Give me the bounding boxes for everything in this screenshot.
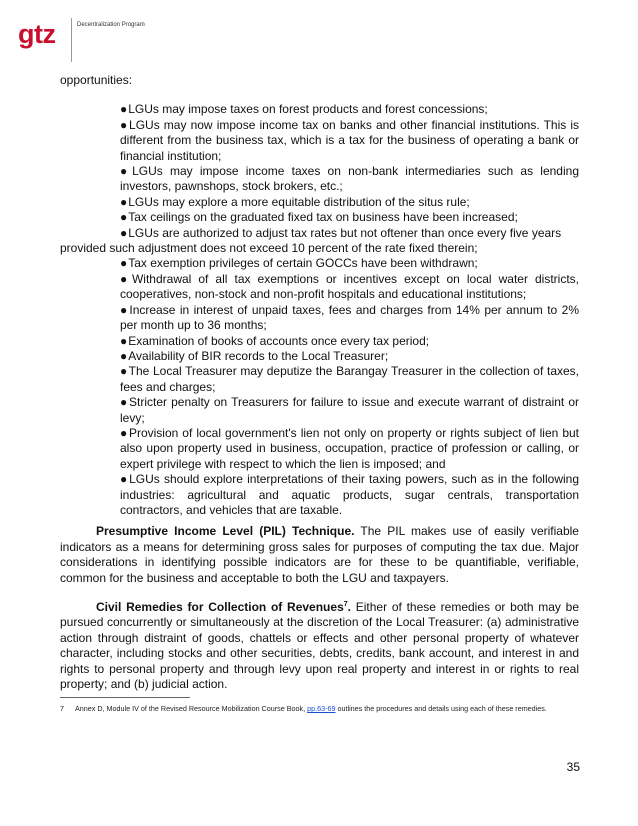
footnote-separator — [60, 697, 190, 698]
bullet-icon: ● — [120, 256, 128, 271]
bullet-item — [120, 164, 579, 195]
bullet-text: LGUs are authorized to adjust tax rates but not oftener than once every five years — [128, 225, 562, 240]
bullet-item — [120, 256, 579, 271]
bullet-item — [120, 195, 579, 210]
footnote-text-before: Annex D, Module IV of the Revised Resource Mobilization Course Book, — [75, 704, 308, 713]
bullet-text: LGUs may now impose income tax on banks and other financial institutions. This is different from the business tax, which is a tax for the business of operating a bank or financial institution; — [120, 117, 580, 163]
bullet-text: Stricter penalty on Treasurers for failure to issue and execute warrant of distraint or levy; — [120, 395, 580, 425]
logo-wordmark: gtz — [18, 19, 56, 49]
bullet-text: Tax ceilings on the graduated fixed tax on business have been increased; — [128, 210, 518, 225]
pil-heading: Presumptive Income Level (PIL) Technique — [96, 524, 352, 539]
footnote-text-after: outlines the procedures and details using each of these remedies. — [335, 704, 547, 713]
bullet-text: Availability of BIR records to the Local Treasurer; — [128, 348, 389, 363]
body-text — [60, 73, 579, 706]
bullet-item — [120, 118, 579, 164]
bullet-icon: ● — [120, 333, 128, 348]
bullet-icon: ● — [120, 364, 128, 379]
bullet-item — [120, 226, 579, 241]
pil-body: The PIL makes use of easily verifiable indicators as a means for determining gross sales for purposes of computing the tax due. Major considerations in identifying possible indicators are for these to be quantifiable, verifiable, common for the business and acceptable to both the LGU and taxpayers. — [60, 524, 579, 585]
civil-remedies-paragraph — [60, 600, 579, 692]
bullet-icon: ● — [120, 271, 131, 286]
bullet-text: LGUs may impose taxes on forest products and forest concessions; — [128, 102, 488, 117]
pil-heading-punct: . — [351, 524, 355, 539]
bullet-icon: ● — [120, 472, 129, 487]
bullet-text: The Local Treasurer may deputize the Barangay Treasurer in the collection of taxes, fees and charges; — [120, 364, 580, 394]
pil-paragraph — [60, 524, 579, 586]
bullet-text: LGUs should explore interpretations of their taxing powers, such as in the following industries: agricultural and aquatic products, sugar centrals, transportation contractors, and vehicles that are taxable. — [120, 472, 579, 517]
bullet-icon: ● — [120, 164, 132, 179]
bullet-icon: ● — [120, 210, 128, 225]
footnote-ref[interactable]: 7 — [343, 601, 348, 608]
bullet-item — [120, 102, 579, 117]
bullet-item — [120, 426, 579, 472]
bullet-item — [120, 272, 579, 303]
bullet-icon: ● — [120, 425, 128, 440]
bullet-item — [120, 364, 579, 395]
logo-divider — [71, 18, 72, 62]
program-name: Decentralization Program — [77, 22, 145, 28]
bullet-item — [120, 303, 579, 334]
bullet-icon: ● — [120, 348, 128, 363]
civil-remedies-heading: Civil Remedies for Collection of Revenues — [96, 600, 344, 614]
bullet-continuation: provided such adjustment does not exceed 10 percent of the rate fixed therein; — [60, 241, 478, 256]
bullet-item — [120, 334, 579, 349]
bullet-icon: ● — [120, 102, 128, 117]
bullet-text: Tax exemption privileges of certain GOCCs have been withdrawn; — [128, 256, 478, 271]
bullet-text: Increase in interest of unpaid taxes, fees and charges from 14% per annum to 2% per month up to 36 months; — [120, 302, 580, 333]
footnote-text — [75, 703, 580, 714]
bullet-item — [120, 472, 579, 518]
bullet-text: Examination of books of accounts once every tax period; — [128, 333, 430, 348]
footnote-link[interactable]: pp.63-69 — [307, 704, 336, 713]
bullet-text: LGUs may impose income taxes on non-bank intermediaries such as lending investors, pawnshops, stock brokers, etc.; — [120, 164, 579, 194]
bullet-item — [120, 349, 579, 364]
bullet-icon: ● — [120, 117, 129, 132]
civil-remedies-body: Either of these remedies or both may be pursued concurrently or simultaneously at the discretion of the Local Treasurer: (a) administrative action through distraint of goods, chattels or effects and other personal property of whatever character, including stocks and other securities, debts, credits, bank account, and interest in and rights to personal property and through levy upon real property and interest in or rights to real property; and (b) judicial action. — [60, 600, 580, 692]
bullet-list — [60, 102, 580, 518]
intro-line: opportunities: — [60, 73, 133, 87]
bullet-icon: ● — [120, 194, 128, 209]
bullet-icon: ● — [120, 302, 129, 317]
bullet-text: Withdrawal of all tax exemptions or incentives except on local water districts, cooperatives, non-stock and non-profit hospitals and educational institutions; — [120, 271, 580, 302]
bullet-item — [120, 395, 579, 426]
footnote-number: 7 — [60, 704, 64, 713]
gtz-logo — [18, 12, 148, 56]
bullet-text: Provision of local government's lien not only on property or rights subject of lien but also upon property used in business, occupation, practice of profession or calling, or expert privilege with respect to which the lien is imposed; and — [120, 425, 580, 471]
bullet-icon: ● — [120, 395, 129, 410]
page-number: 35 — [566, 760, 580, 774]
footnote — [60, 703, 580, 714]
bullet-icon: ● — [120, 225, 128, 240]
civil-heading-punct: . — [347, 600, 351, 614]
bullet-item — [120, 210, 579, 225]
bullet-text: LGUs may explore a more equitable distribution of the situs rule; — [128, 194, 470, 209]
